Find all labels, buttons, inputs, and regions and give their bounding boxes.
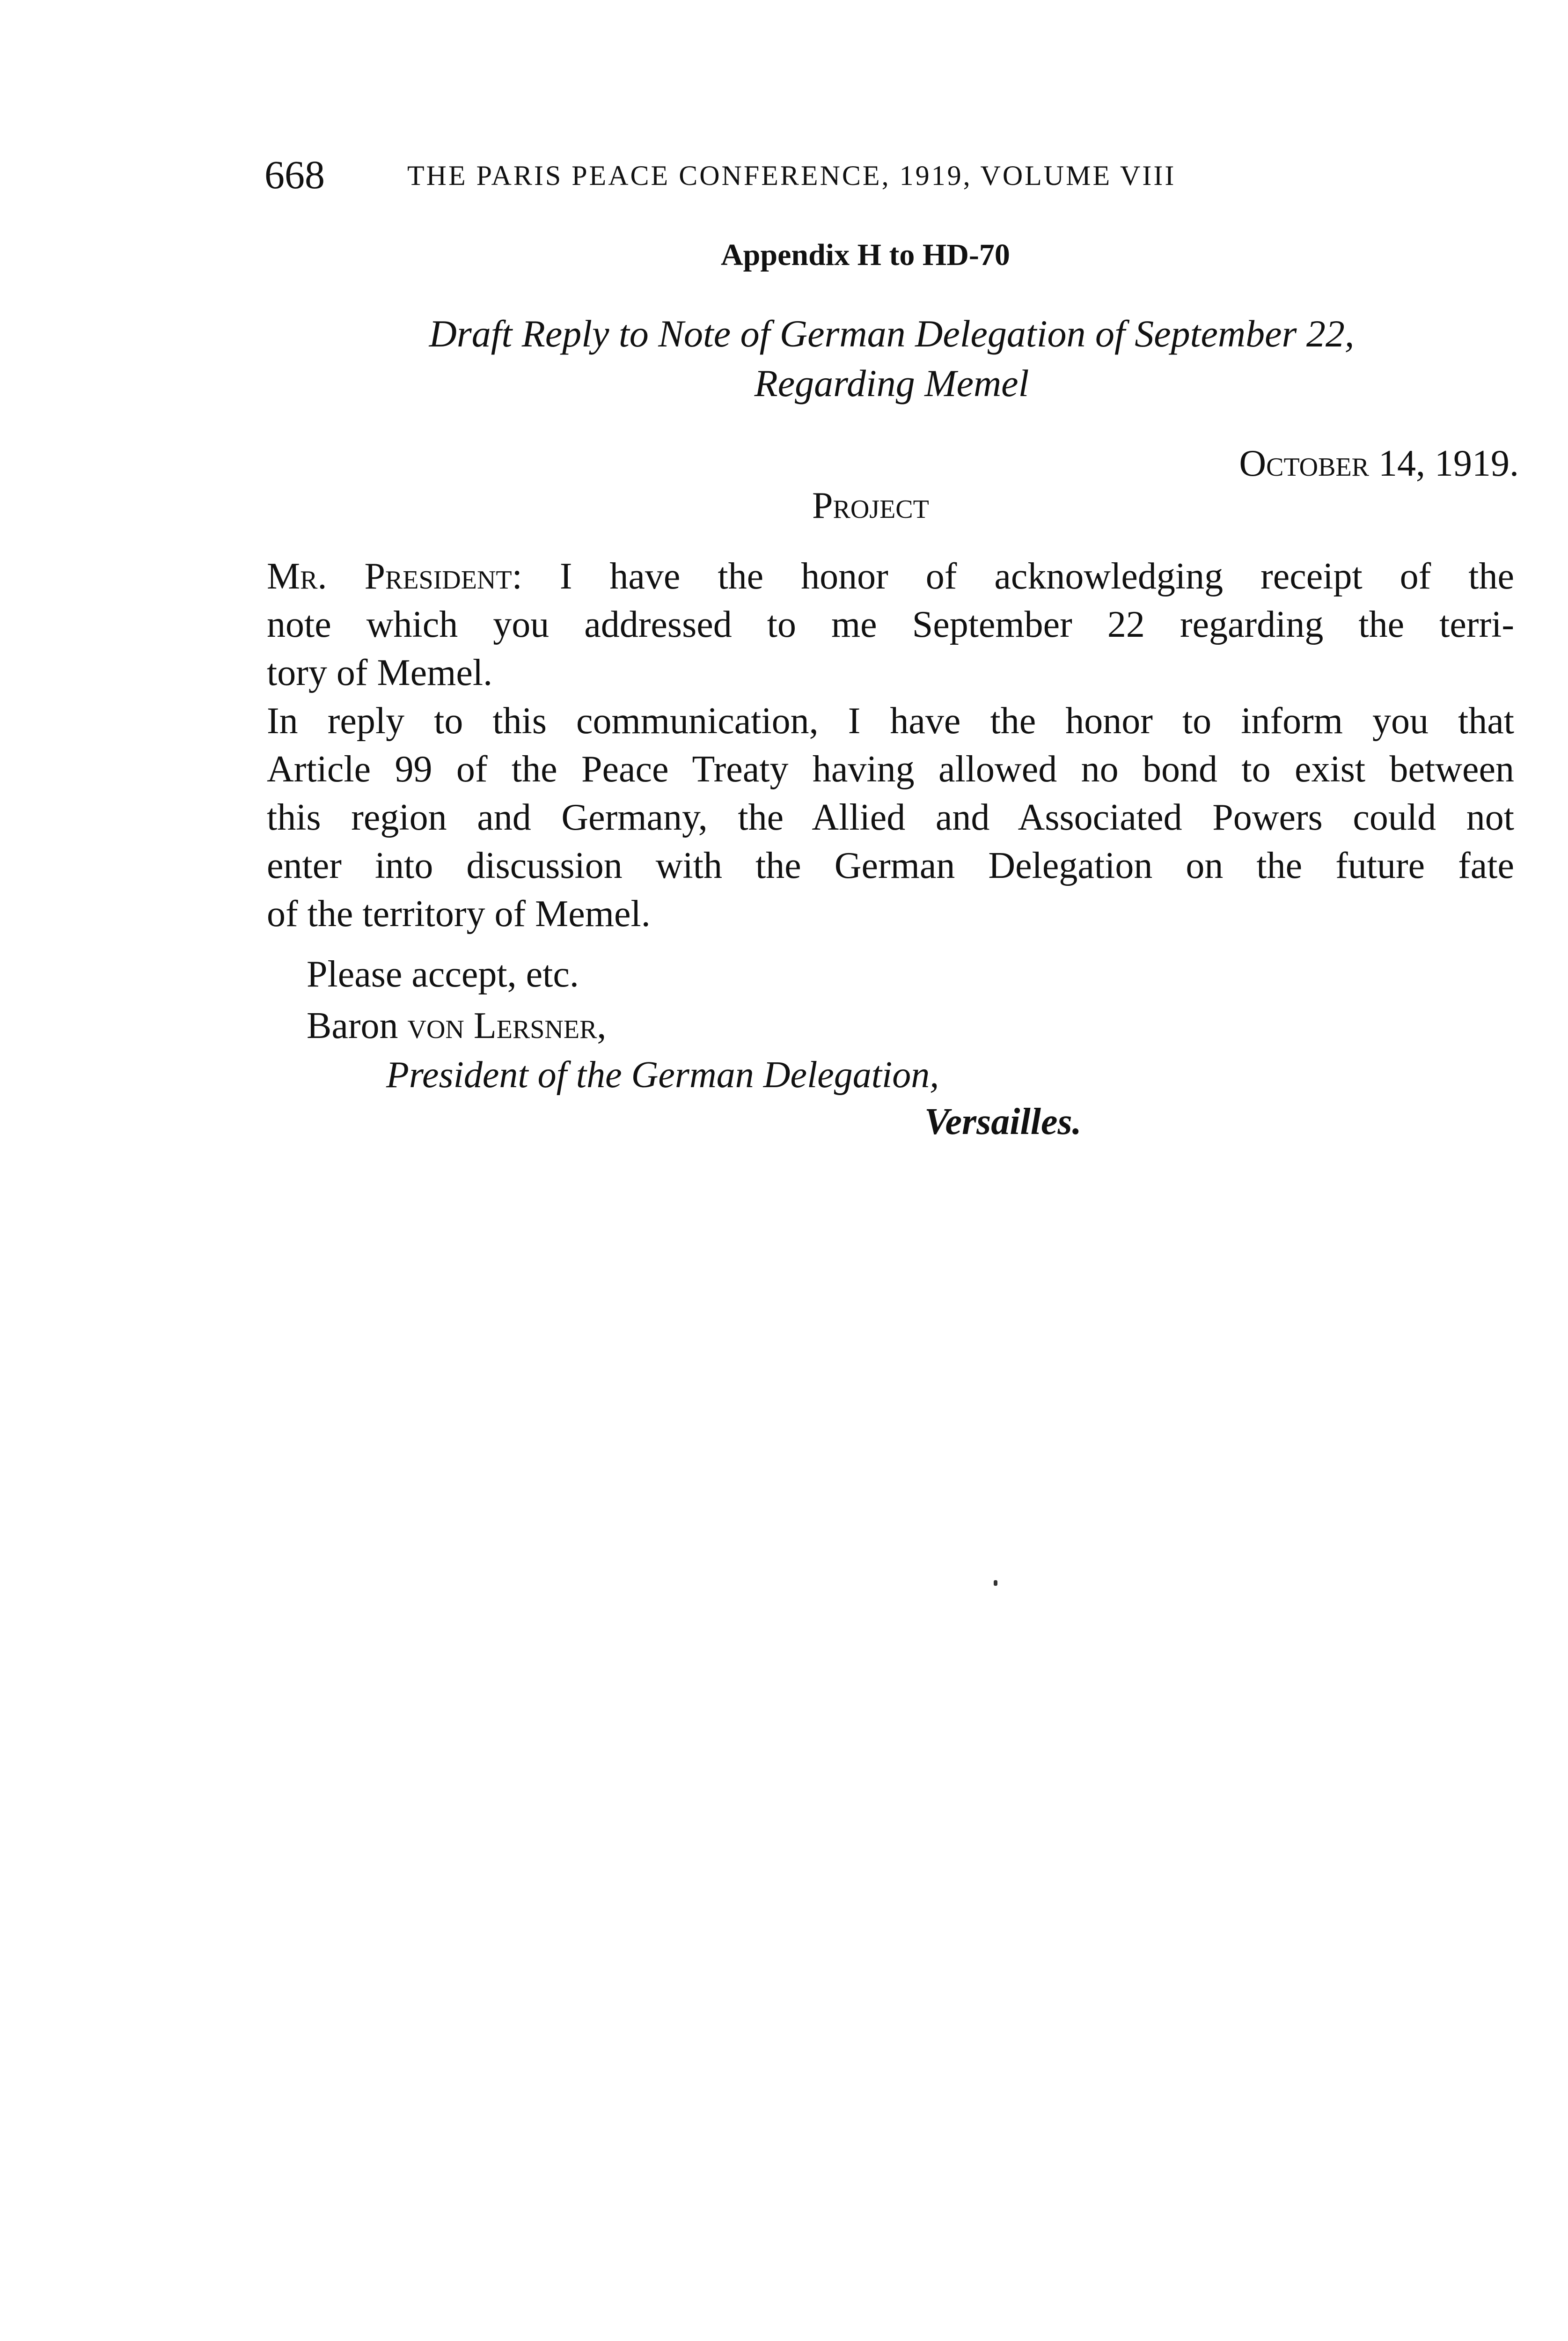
paragraph-1: [267, 552, 1514, 697]
addressee-particle: von: [407, 1005, 464, 1046]
salutation-colon: :: [512, 556, 522, 597]
title-line-1: Draft Reply to Note of German Delegation of September 22,: [429, 312, 1355, 355]
paragraph-1-line-1-text: I have the honor of acknowledging receipt of the: [522, 556, 1515, 597]
paragraph-2-line-3: this region and Germany, the Allied and Associated Powers could not: [267, 797, 1514, 838]
page-number: 668: [264, 152, 325, 197]
date-rest: 14, 1919.: [1369, 443, 1519, 484]
salutation-name: Mr. President: [267, 556, 512, 597]
letter-body: [267, 552, 1514, 938]
paragraph-1-line-3: tory of Memel.: [267, 652, 493, 693]
appendix-label: Appendix H to HD-70: [721, 238, 1010, 272]
document-date: [1239, 440, 1519, 487]
paragraph-2-line-4: enter into discussion with the German Delegation on the future fate: [267, 845, 1514, 886]
project-heading: Project: [812, 485, 929, 526]
paragraph-2-line-1: In reply to this communication, I have the honor to inform you that: [267, 700, 1514, 742]
paragraph-2: [267, 697, 1514, 938]
addressee-place: Versailles.: [924, 1101, 1082, 1142]
paragraph-1-line-2: note which you addressed to me September 22 regarding the terri-: [267, 604, 1514, 645]
paragraph-2-line-5: of the territory of Memel.: [267, 893, 651, 935]
addressee-prefix: Baron: [307, 1005, 408, 1046]
paragraph-2-line-2: Article 99 of the Peace Treaty having allowed no bond to exist between: [267, 749, 1514, 790]
page-header: [264, 149, 1519, 200]
addressee-name: [307, 1002, 606, 1050]
running-head: THE PARIS PEACE CONFERENCE, 1919, VOLUME VIII: [407, 160, 1176, 191]
document-title: [264, 309, 1519, 408]
date-month: October: [1239, 443, 1369, 484]
addressee-title: President of the German Delegation,: [386, 1054, 939, 1096]
paragraph-1-line-1: [267, 552, 1514, 601]
title-line-2: Regarding Memel: [754, 362, 1029, 405]
addressee-surname: Lersner,: [464, 1005, 607, 1046]
closing-line: Please accept, etc.: [307, 954, 579, 995]
ink-speck: [994, 1580, 997, 1586]
